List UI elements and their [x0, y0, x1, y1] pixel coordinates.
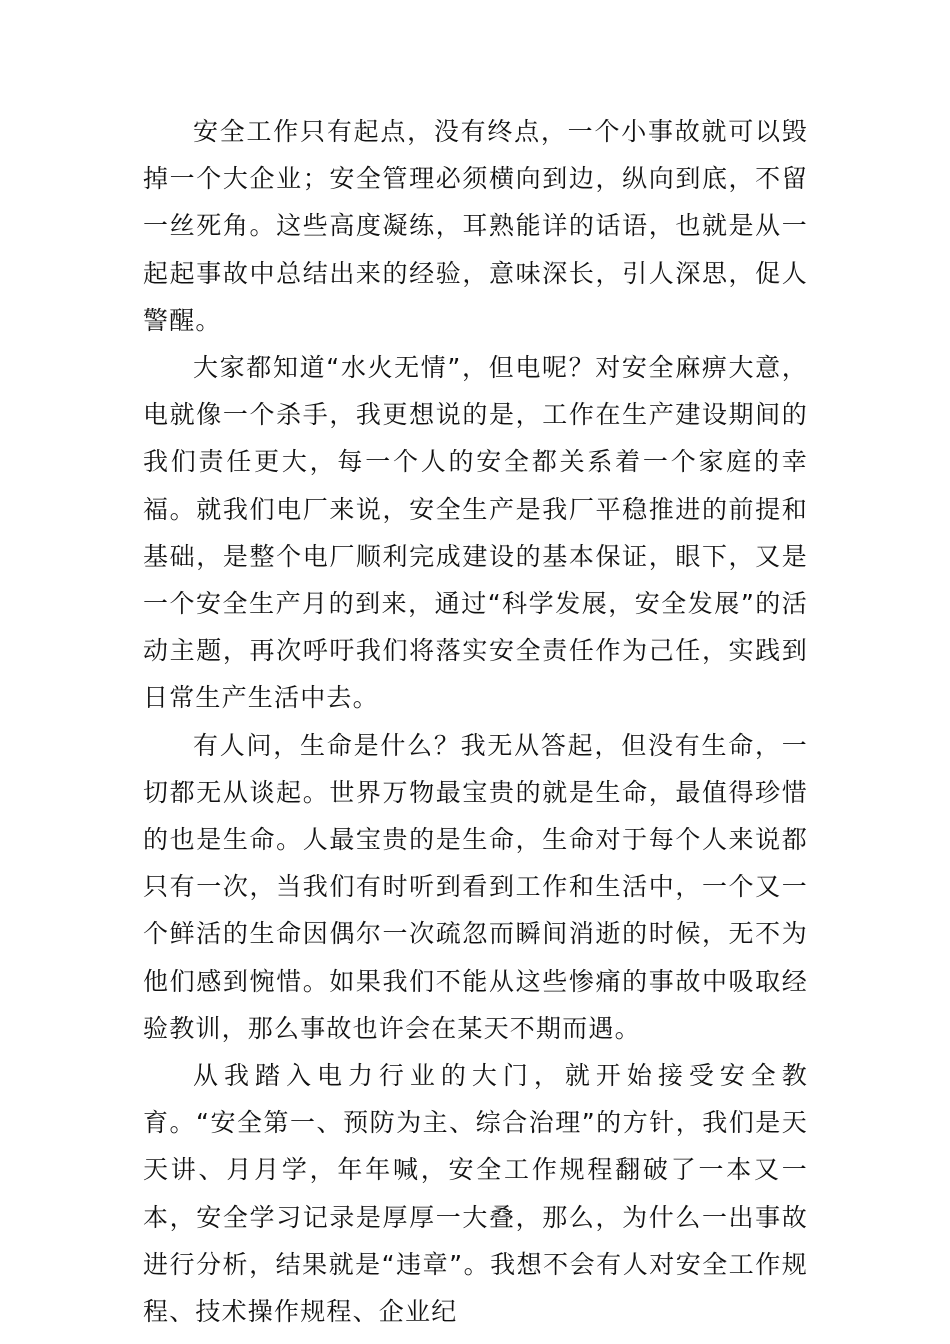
paragraph-1: 安全工作只有起点，没有终点，一个小事故就可以毁掉一个大企业；安全管理必须横向到边，纵向到底，不留一丝死角。这些高度凝练，耳熟能详的话语，也就是从一起起事故中总结出来的经验，意味深长，引人深思，促人警醒。: [143, 117, 808, 335]
paragraph-4: 从我踏入电力行业的大门，就开始接受安全教育。“安全第一、预防为主、综合治理”的方针，我们是天天讲、月月学，年年喊，安全工作规程翻破了一本又一本，安全学习记录是厚厚一大叠，那么，为什么一出事故进行分析，结果就是“违章”。我想不会有人对安全工作规程、技术操作规程、企业纪: [143, 1061, 808, 1327]
paragraph-3: 有人问，生命是什么？我无从答起，但没有生命，一切都无从谈起。世界万物最宝贵的就是生命，最值得珍惜的也是生命。人最宝贵的是生命，生命对于每个人来说都只有一次，当我们有时听到看到工作和生活中，一个又一个鲜活的生命因偶尔一次疏忽而瞬间消逝的时候，无不为他们感到惋惜。如果我们不能从这些惨痛的事故中吸取经验教训，那么事故也许会在某天不期而遇。: [143, 730, 808, 1043]
paragraph-2: 大家都知道“水火无情”，但电呢？对安全麻痹大意，电就像一个杀手，我更想说的是，工作在生产建设期间的我们责任更大，每一个人的安全都关系着一个家庭的幸福。就我们电厂来说，安全生产是我厂平稳推进的前提和基础，是整个电厂顺利完成建设的基本保证，眼下，又是一个安全生产月的到来，通过“科学发展，安全发展”的活动主题，再次呼吁我们将落实安全责任作为己任，实践到日常生产生活中去。: [143, 353, 808, 713]
document-body: [143, 108, 808, 1335]
